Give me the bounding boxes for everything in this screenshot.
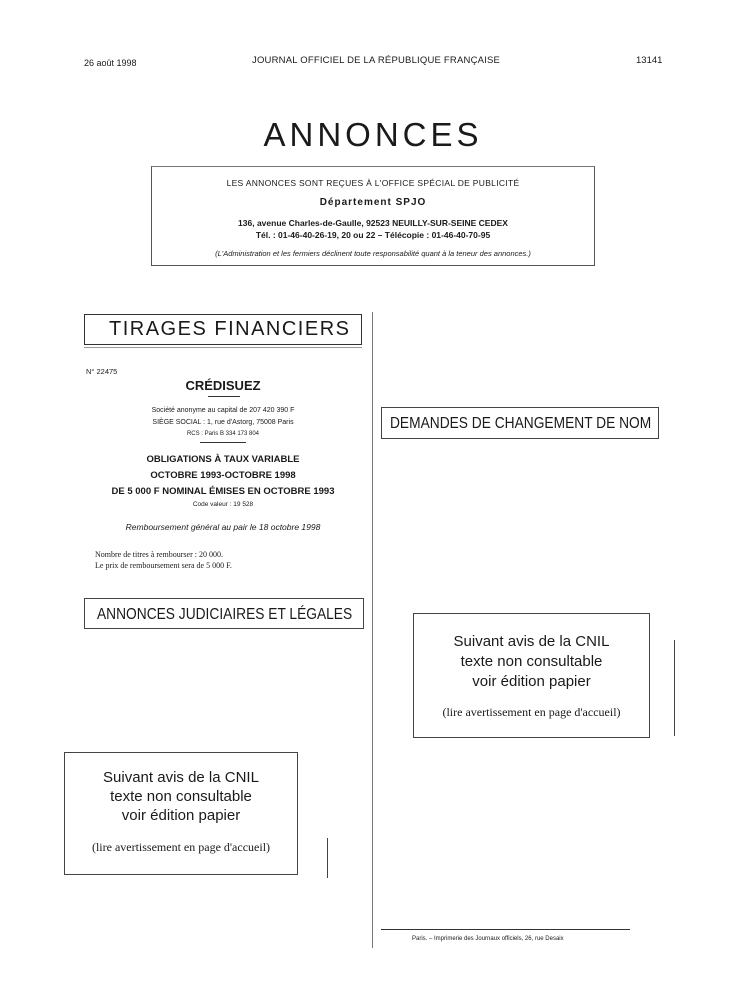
cnil-line-1: Suivant avis de la CNIL — [453, 633, 610, 650]
redemption-statement: Remboursement général au pair le 18 octobre 1998 — [125, 522, 321, 532]
bond-title-2: OCTOBRE 1993-OCTOBRE 1998 — [150, 470, 296, 481]
announcement-number: N° 22475 — [86, 367, 118, 376]
page-title: ANNONCES — [263, 116, 483, 153]
journal-title: JOURNAL OFFICIEL DE LA RÉPUBLIQUE FRANÇAISE — [252, 55, 501, 66]
cnil-line-3: voir édition papier — [121, 807, 241, 824]
issue-date: 26 août 1998 — [84, 58, 137, 68]
section-heading-text: ANNONCES JUDICIAIRES ET LÉGALES — [97, 606, 353, 623]
notice-address: 136, avenue Charles-de-Gaulle, 92523 NEUILLY-SUR-SEINE CEDEX — [238, 218, 508, 228]
titles-count: Nombre de titres à rembourser : 20 000. — [95, 550, 223, 559]
divider — [208, 396, 240, 397]
scan-mark — [327, 838, 328, 878]
section-heading-text: DEMANDES DE CHANGEMENT DE NOM — [390, 415, 652, 432]
section-heading-changement-nom — [381, 407, 659, 439]
cnil-notice-box — [413, 613, 650, 738]
security-code: Code valeur : 19 528 — [192, 501, 254, 508]
company-name: CRÉDISUEZ — [185, 378, 261, 393]
column-divider — [372, 312, 373, 948]
company-rcs: RCS : Paris B 334 173 804 — [186, 431, 260, 437]
notice-phone: Tél. : 01-46-40-26-19, 20 ou 22 – Télécopie : 01-46-40-70-95 — [255, 230, 491, 240]
cnil-note: (lire avertissement en page d'accueil) — [91, 840, 271, 854]
bond-title-3: DE 5 000 F NOMINAL ÉMISES EN OCTOBRE 1993 — [111, 486, 335, 497]
notice-department: Département SPJO — [319, 197, 427, 208]
section-heading-text: TIRAGES FINANCIERS — [109, 318, 351, 340]
divider — [84, 347, 362, 348]
cnil-line-1: Suivant avis de la CNIL — [103, 769, 259, 786]
cnil-note: (lire avertissement en page d'accueil) — [442, 705, 621, 719]
cnil-line-3: voir édition papier — [472, 673, 591, 690]
cnil-notice-box — [64, 752, 298, 875]
section-heading-judiciaires — [84, 598, 364, 629]
company-capital: Société anonyme au capital de 207 420 390 F — [151, 407, 295, 414]
bond-title-1: OBLIGATIONS À TAUX VARIABLE — [146, 454, 300, 465]
cnil-line-2: texte non consultable — [460, 653, 603, 670]
printer-imprint: Paris. – Imprimerie des Journaux officiels, 26, rue Desaix — [412, 936, 564, 942]
publicity-notice-box — [151, 166, 595, 266]
page-number: 13141 — [636, 55, 663, 66]
footer-divider — [381, 929, 630, 930]
scan-mark — [674, 640, 675, 736]
notice-disclaimer: (L'Administration et les fermiers déclinent toute responsabilité quant à la teneur des annonces.) — [215, 249, 531, 258]
section-heading-tirages — [84, 314, 362, 345]
notice-line-1: LES ANNONCES SONT REÇUES À L'OFFICE SPÉCIAL DE PUBLICITÉ — [226, 178, 520, 188]
company-seat: SIÈGE SOCIAL : 1, rue d'Astorg, 75008 Paris — [152, 419, 294, 426]
divider — [200, 442, 246, 443]
cnil-line-2: texte non consultable — [110, 788, 252, 805]
redemption-price: Le prix de remboursement sera de 5 000 F. — [95, 561, 232, 570]
